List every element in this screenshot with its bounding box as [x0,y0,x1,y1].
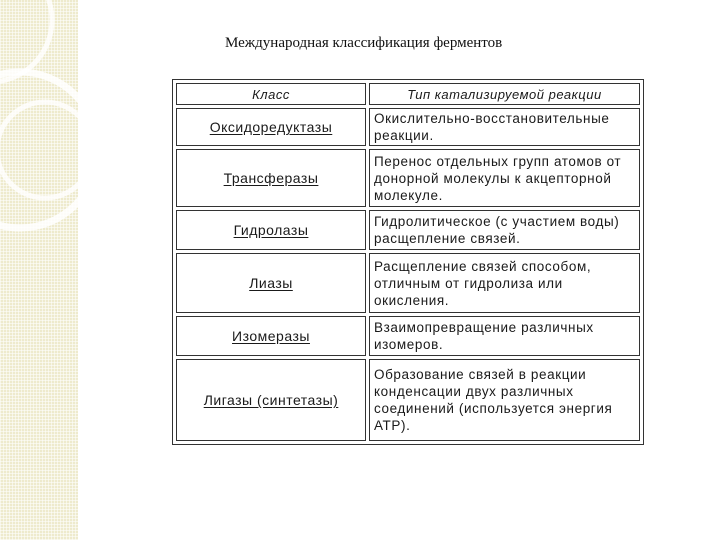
reaction-type-cell: Взаимопревращение различных изомеров. [369,316,640,356]
table-row [176,359,640,441]
enzyme-class-cell [176,108,366,146]
reaction-type-cell: Окислительно-восстановительные реакции. [369,108,640,146]
table-row [176,253,640,313]
enzyme-class-name: Трансферазы [223,170,319,186]
table-header-row [176,83,640,105]
swirl-ring-large [0,72,98,228]
reaction-type-cell: Образование связей в реакции конденсации двух различных соединений (используется энергия АТР). [369,359,640,441]
enzyme-class-cell [176,149,366,207]
enzyme-class-name: Лиазы [249,275,293,291]
enzyme-class-name: Оксидоредуктазы [209,119,333,135]
reaction-type-cell: Перенос отдельных групп атомов от донорной молекулы к акцепторной молекуле. [369,149,640,207]
table-row [176,108,640,146]
enzyme-class-cell [176,210,366,250]
table-row [176,210,640,250]
reaction-type-cell: Гидролитическое (с участием воды) расщепление связей. [369,210,640,250]
enzyme-class-cell [176,359,366,441]
enzyme-class-cell [176,253,366,313]
table-row [176,149,640,207]
swirl-ring-medium [0,102,93,198]
column-header-class: Класс [176,83,366,105]
enzyme-class-name: Изомеразы [232,328,310,344]
enzyme-class-name: Гидролазы [233,222,309,238]
reaction-type-cell: Расщепление связей способом, отличным от гидролиза или окисления. [369,253,640,313]
decorative-swirl [0,0,150,260]
slide-title: Международная классификация ферментов [225,35,503,51]
enzyme-class-name: Лигазы (синтетазы) [203,392,339,408]
table-row [176,316,640,356]
column-header-reaction: Тип катализируемой реакции [369,83,640,105]
enzyme-class-cell [176,316,366,356]
enzyme-classification-table [172,79,644,445]
